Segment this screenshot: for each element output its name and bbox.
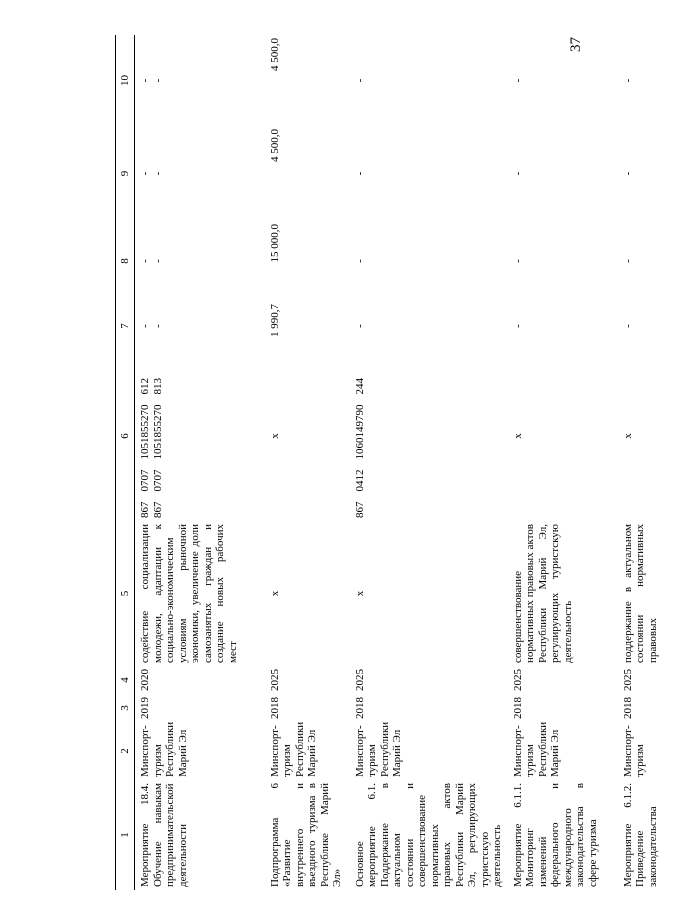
value-2021: - (621, 78, 634, 83)
col-header: 5 (116, 521, 135, 666)
rotated-table-area (115, 35, 659, 890)
col-header: 10 (116, 35, 135, 126)
value-2021: - (511, 78, 524, 83)
executor: Минспорт-туризм (621, 725, 646, 777)
end-year: 2025 (353, 669, 366, 691)
col-header: 6 (116, 351, 135, 521)
header-row (116, 35, 135, 890)
end-year: 2025 (621, 669, 634, 691)
program-table (115, 35, 678, 890)
expected-result: совершенствование нормативных правовых актов Республики Марий Эл, регулирующих туристскую деятельность (511, 524, 574, 663)
grbs-code: 867 (139, 501, 151, 518)
col-header: 4 (116, 666, 135, 694)
value-2020: - - (139, 171, 164, 176)
vr-code: 244 (353, 378, 366, 395)
grbs-code: 867 (151, 501, 164, 518)
rzpr-code: 0707 (139, 469, 151, 492)
budget-classification (350, 351, 508, 521)
rzpr-code: 0707 (151, 469, 164, 492)
end-year: 2020 (139, 669, 151, 691)
value-2019: - (511, 259, 524, 263)
col-header: 1 (116, 780, 135, 890)
expected-result: содействие социализации молодежи, адаптации к социально-экономическим условиям рыночной экономики, увеличение доли самозанятых граждан и создание новых рабочих мест (139, 524, 239, 663)
value-2021: 4 500,0 (268, 38, 281, 71)
grbs-code: 867 (353, 501, 366, 518)
value-2020: 4 500,0 (268, 129, 281, 162)
executor: Минспорт-туризм Республики Марий Эл (511, 721, 561, 777)
col-header: 7 (116, 301, 135, 351)
executor: Минспорт-туризм Республики Марий Эл (268, 721, 318, 777)
value-2019: - (621, 259, 634, 263)
value-2018: - (621, 324, 634, 328)
value-2018: - - (139, 324, 164, 328)
csr-code: 1051855270 (139, 404, 151, 460)
value-2018: - (511, 324, 524, 328)
value-2020: - (621, 171, 634, 176)
budget-classification: х (268, 433, 281, 439)
expected-result: поддержание в актуальном состоянии нормативных правовых (621, 524, 659, 663)
start-year: 2018 (621, 697, 634, 719)
measure-name: Мероприятие 18.4. Обучение навыкам предпринимательской деятельности (139, 783, 189, 887)
start-year: 2018 (353, 697, 366, 719)
executor: Минспорт-туризм Республики Марий Эл (139, 721, 189, 777)
value-2020: - (511, 171, 524, 176)
budget-classification: х (511, 433, 524, 439)
col-header: 2 (116, 722, 135, 780)
budget-classification (135, 351, 265, 521)
vr-code: 612 (139, 378, 151, 395)
end-year: 2025 (268, 669, 281, 691)
value-2020: - (353, 171, 366, 176)
col-header: 3 (116, 694, 135, 722)
measure-name: Подпрограмма 6 «Развитие внутреннего и въездного туризма в Республике Марий Эл» (268, 783, 343, 887)
table-row (135, 35, 265, 890)
col-header: 8 (116, 221, 135, 301)
value-2021: - - (139, 78, 164, 83)
value-2019: 15 000,0 (268, 224, 281, 263)
table-row (618, 35, 678, 890)
expected-result: х (268, 590, 281, 597)
start-year: 2018 (268, 697, 281, 719)
value-2018: - (353, 324, 366, 328)
table-row (265, 35, 350, 890)
start-year: 2019 (139, 697, 151, 719)
value-2021: - (353, 78, 366, 83)
end-year: 2025 (511, 669, 524, 691)
measure-name: Мероприятие 6.1.2. Приведение законодательства (621, 783, 659, 887)
value-2019: - - (139, 259, 164, 263)
page-number: 37 (568, 37, 584, 52)
col-header: 9 (116, 126, 135, 221)
table-row (350, 35, 508, 890)
value-2019: - (353, 259, 366, 263)
table-row (508, 35, 618, 890)
expected-result: х (353, 590, 366, 597)
executor: Минспорт-туризм Республики Марий Эл (353, 721, 403, 777)
start-year: 2018 (511, 697, 524, 719)
rzpr-code: 0412 (353, 469, 366, 492)
measure-name: Основное мероприятие 6.1. Поддержание в актуальном состоянии и совершенствование нормативных правовых актов Республики Марий Эл, регулирующих туристскую деятельность (353, 783, 503, 887)
budget-classification: х (621, 433, 634, 439)
measure-name: Мероприятие 6.1.1. Мониторинг изменений федерального и международного законодательства в сфере туризма (511, 783, 599, 887)
vr-code: 813 (151, 378, 164, 395)
value-2018: 1 990,7 (268, 304, 281, 337)
csr-code: 1060149790 (353, 404, 366, 460)
csr-code: 1051855270 (151, 404, 164, 460)
